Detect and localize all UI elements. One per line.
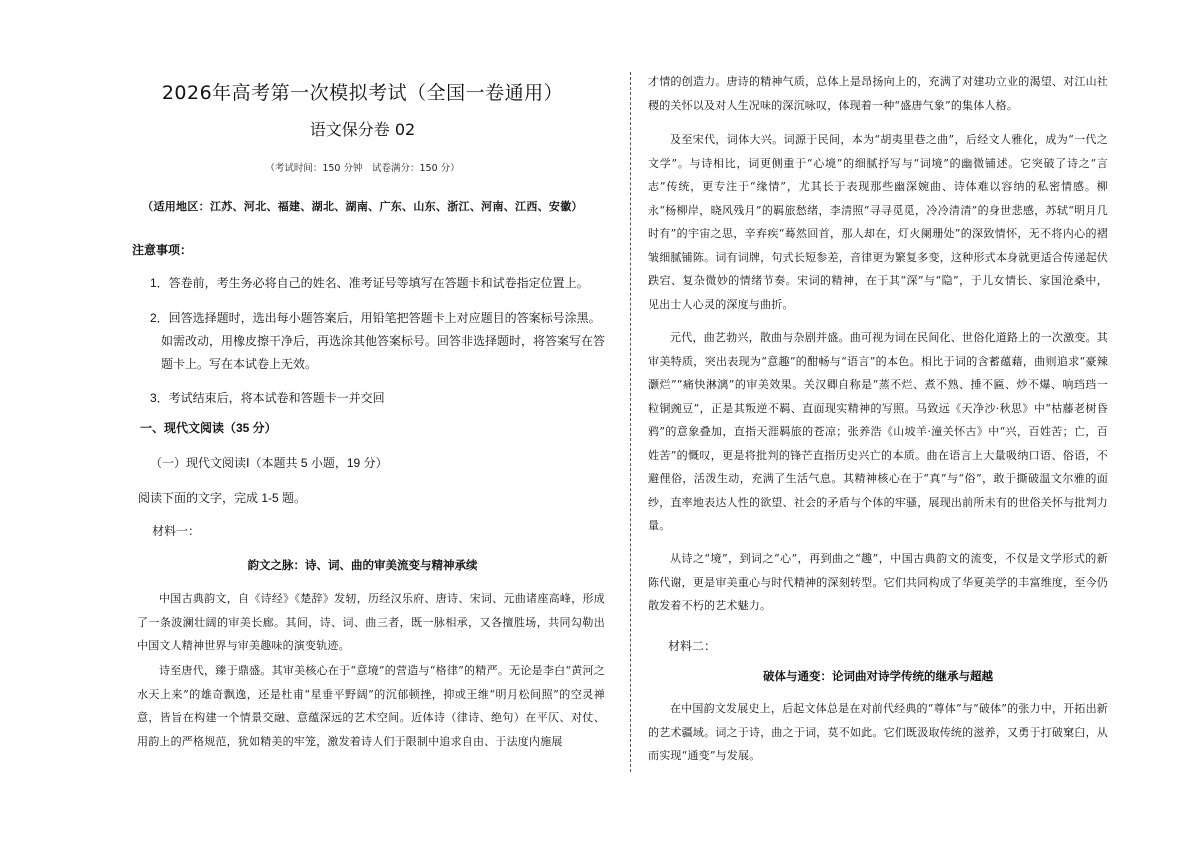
exam-region: （适用地区：江苏、河北、福建、湖北、湖南、广东、山东、浙江、河南、江西、安徽） — [142, 200, 583, 213]
left-para-2: 诗至唐代，臻于鼎盛。其审美核心在于“意境”的营造与“格律”的精严。无论是李白“黄河之水天上来”的雄奇飘逸，还是杜甫“星垂平野阔”的沉郁顿挫，抑或王维“明月松间照”的空灵禅意，皆旨在构建一个情景交融、意蕴深远的艺术空间。近体诗（律诗、绝句）在平仄、对仗、用韵上的严格规范，犹如精美的牢笼，激发着诗人们于限制中追求自由、于法度内施展 — [137, 664, 605, 748]
column-divider — [630, 72, 631, 772]
right-para-2: 及至宋代，词体大兴。词源于民间，本为“胡夷里巷之曲”，后经文人雅化，成为“一代之文学”。与诗相比，词更侧重于“心境”的细腻抒写与“词境”的幽微铺述。它突破了诗之“言志”传统，更专注于“缘情”，尤其长于表现那些幽深婉曲、诗体难以容纳的私密情感。柳永“杨柳岸，晓风残月”的羁旅愁绪，李清照“寻寻觅觅，冷冷清清”的身世悲感，苏轼“明月几时有”的宇宙之思，辛弃疾“蓦然回首，那人却在，灯火阑珊处”的深致情怀，无不将内心的褶皱细腻铺陈。词有词牌，句式长短参差，音律更为繁复多变，这种形式本身就更适合传递起伏跌宕、复杂微妙的情绪节奏。宋词的精神，在于其“深”与“隐”，于儿女情长、家国沧桑中，见出士人心灵的深度与曲折。 — [648, 133, 1108, 311]
exam-subtitle: 语文保分卷 02 — [309, 120, 416, 139]
section-instruction: 阅读下面的文字，完成 1-5 题。 — [138, 491, 307, 505]
material1-label: 材料一： — [152, 524, 201, 538]
material1-title: 韵文之脉：诗、词、曲的审美流变与精神承续 — [247, 560, 478, 572]
right-para-3: 元代，曲艺勃兴，散曲与杂剧并盛。曲可视为词在民间化、世俗化道路上的一次激变。其审美特质，突出表现为“意趣”的酣畅与“语言”的本色。相比于词的含蓄蕴藉，曲则追求“豪辣灏烂”“痛快淋漓”的审美效果。关汉卿自称是“蒸不烂、煮不熟、捶不匾、炒不爆、响珰珰一粒铜豌豆”，正是其叛逆不羁、直面现实精神的写照。马致远《天净沙·秋思》中“枯藤老树昏鸦”的意象叠加，直指天涯羁旅的苍凉；张养浩《山坡羊·潼关怀古》中“兴，百姓苦；亡，百姓苦”的慨叹，更是将批判的锋芒直指历史兴亡的本质。曲在语言上大量吸纳口语、俗语，不避俚俗，活泼生动，充满了生活气息。其精神核心在于“真”与“俗”，敢于撕破温文尔雅的面纱，直率地表达人性的欲望、社会的矛盾与个体的牢骚，展现出前所未有的世俗关怀与批判力量。 — [648, 331, 1108, 532]
notice-item-1: 1．答卷前，考生务必将自己的姓名、准考证号等填写在答题卡和试卷指定位置上。 — [150, 276, 589, 290]
right-para-5: 在中国韵文发展史上，后起文体总是在对前代经典的“尊体”与“破体”的张力中，开拓出新的艺术疆域。词之于诗，曲之于词，莫不如此。它们既汲取传统的滋养，又勇于打破窠臼，从而实现“通变”与发展。 — [648, 702, 1108, 762]
exam-title: 2026年高考第一次模拟考试（全国一卷通用） — [161, 82, 564, 104]
material2-label: 材料二： — [668, 639, 717, 653]
notice-item-3: 3．考试结束后，将本试卷和答题卡一并交回 — [150, 391, 385, 405]
exam-info: （考试时间：150 分钟 试卷满分：150 分） — [265, 163, 460, 174]
right-para-4: 从诗之“境”，到词之“心”，再到曲之“趣”，中国古典韵文的流变，不仅是文学形式的新陈代谢，更是审美重心与时代精神的深刻转型。它们共同构成了华夏美学的丰富维度，至今仍散发着不朽的艺术魅力。 — [648, 552, 1108, 612]
section-sub: （一）现代文阅读Ⅰ（本题共 5 小题，19 分） — [150, 456, 388, 470]
material2-title: 破体与通变：论词曲对诗学传统的继承与超越 — [763, 671, 993, 683]
right-para-1: 才情的创造力。唐诗的精神气质，总体上是昂扬向上的，充满了对建功立业的渴望、对江山社稷的关怀以及对人生况味的深沉咏叹，体现着一种“盛唐气象”的集体人格。 — [648, 75, 1108, 112]
left-para-1: 中国古典韵文，自《诗经》《楚辞》发轫，历经汉乐府、唐诗、宋词、元曲诸座高峰，形成了一条波澜壮阔的审美长廊。其间，诗、词、曲三者，既一脉相承，又各擅胜场，共同勾勒出中国文人精神世界与审美趣味的演变轨迹。 — [137, 592, 605, 652]
notice-heading: 注意事项： — [132, 243, 193, 257]
section-heading: 一、现代文阅读（35 分） — [140, 421, 277, 435]
notice-item-2: 2．回答选择题时，选出每小题答案后，用铅笔把答题卡上对应题目的答案标号涂黑。如需改动，用橡皮擦干净后，再选涂其他答案标号。回答非选择题时，将答案写在答题卡上。写在本试卷上无效。 — [150, 311, 606, 371]
